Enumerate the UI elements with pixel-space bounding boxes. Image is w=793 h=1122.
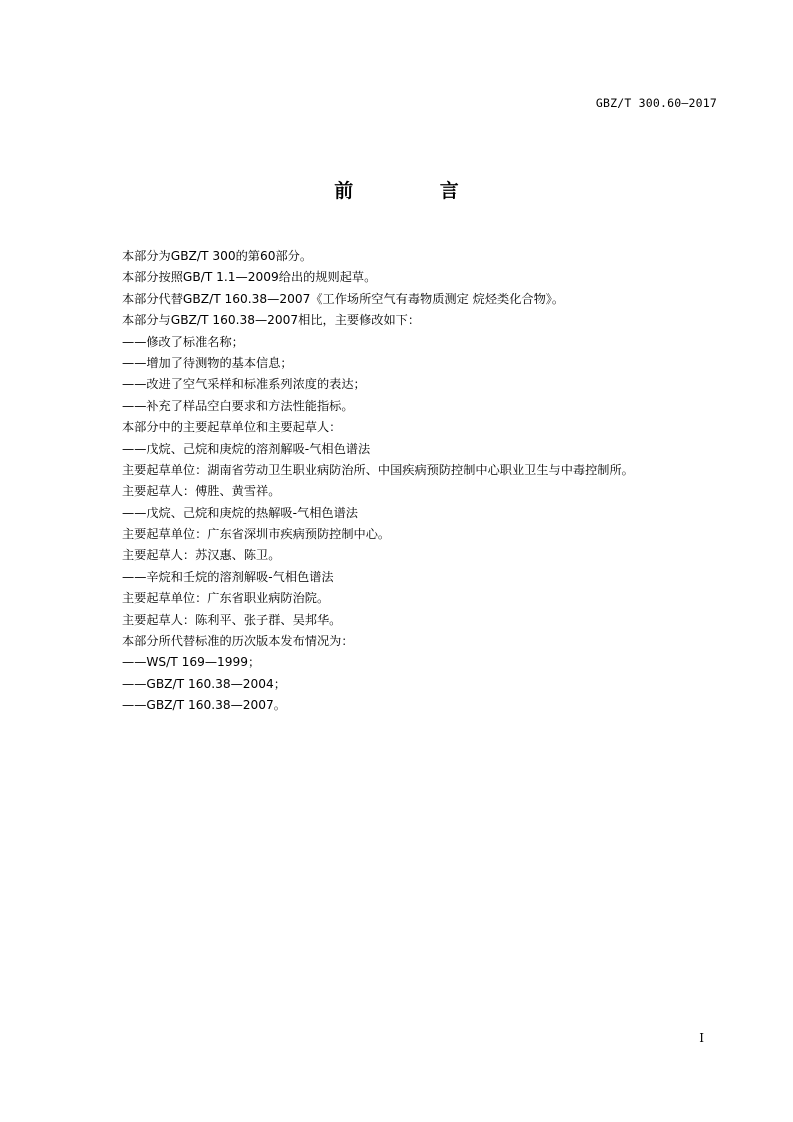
text-line: 本部分为GBZ/T 300的第60部分。: [122, 249, 313, 263]
list-item: ——WS/T 169—1999；: [122, 655, 261, 670]
list-item: ——辛烷和壬烷的溶剂解吸-气相色谱法: [122, 569, 334, 584]
text-line: 主要起草单位：广东省职业病防治院。: [122, 591, 330, 606]
text-line: 主要起草单位：湖南省劳动卫生职业病防治所、中国疾病预防控制中心职业卫生与中毒控制所。: [122, 462, 634, 477]
list-item: ——改进了空气采样和标准系列浓度的表达；: [122, 377, 366, 392]
text-line: 本部分所代替标准的历次版本发布情况为：: [122, 634, 354, 649]
text-line: 主要起草人：陈利平、张子群、吴邦华。: [122, 612, 342, 627]
page-title: 前 言: [334, 180, 499, 202]
list-item: ——修改了标准名称；: [122, 334, 244, 349]
foreword-body: [122, 246, 722, 717]
list-item: ——增加了待测物的基本信息；: [122, 355, 293, 370]
list-item: ——补充了样品空白要求和方法性能指标。: [122, 398, 354, 413]
text-line: 本部分与GBZ/T 160.38—2007相比，主要修改如下：: [122, 313, 421, 328]
list-item: ——戊烷、己烷和庚烷的溶剂解吸-气相色谱法: [122, 441, 371, 456]
text-line: 主要起草单位：广东省深圳市疾病预防控制中心。: [122, 527, 391, 542]
text-line: 本部分按照GB/T 1.1—2009给出的规则起草。: [122, 270, 377, 285]
page-number: I: [699, 1031, 704, 1045]
standard-code: GBZ/T 300.60—2017: [595, 96, 717, 110]
text-line: 主要起草人：傅胜、黄雪祥。: [122, 484, 281, 499]
text-line: 本部分中的主要起草单位和主要起草人：: [122, 420, 342, 435]
text-line: 主要起草人：苏汉惠、陈卫。: [122, 548, 281, 563]
text-line: 本部分代替GBZ/T 160.38—2007《工作场所空气有毒物质测定 烷烃类化合物》。: [122, 291, 565, 306]
list-item: ——GBZ/T 160.38—2004；: [122, 676, 286, 691]
list-item: ——戊烷、己烷和庚烷的热解吸-气相色谱法: [122, 505, 358, 520]
list-item: ——GBZ/T 160.38—2007。: [122, 698, 286, 713]
